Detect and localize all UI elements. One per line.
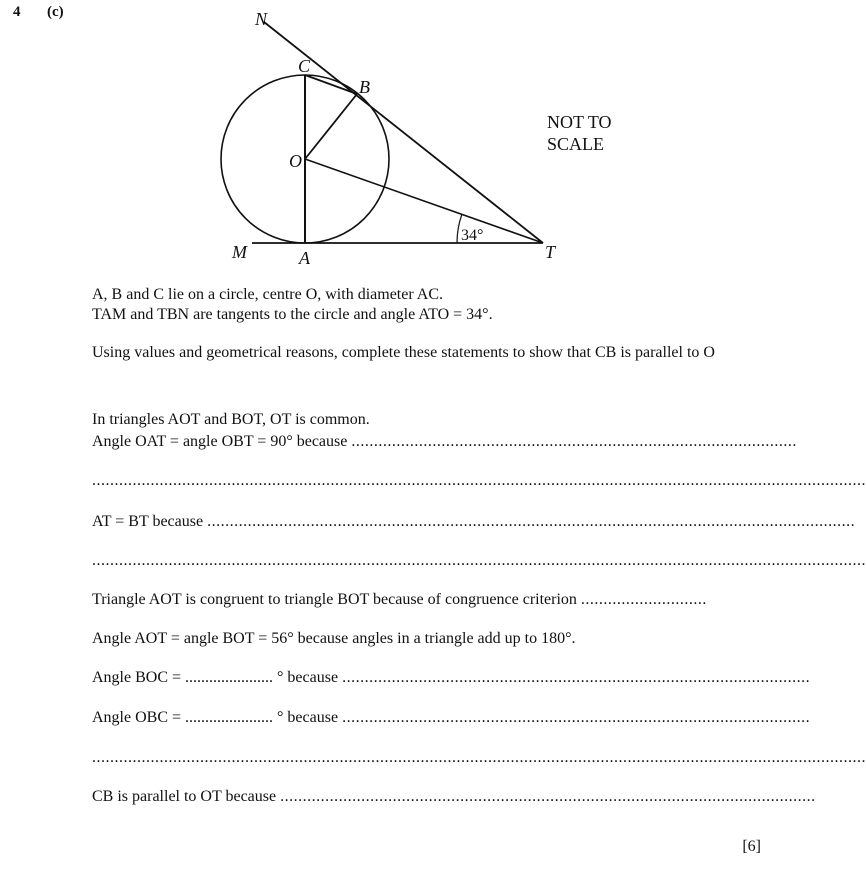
label-n: N xyxy=(255,9,268,29)
answer-line[interactable]: ........................................................................................................ xyxy=(342,669,811,686)
question-part: (c) xyxy=(47,4,64,20)
statement-row[interactable] xyxy=(92,708,811,728)
circle-tangent-diagram xyxy=(0,0,773,280)
statement-text[interactable]: Angle BOC = ...................... ° because xyxy=(92,669,339,686)
label-o: O xyxy=(289,151,302,171)
statement-row xyxy=(92,410,773,430)
intro-line-1: A, B and C lie on a circle, centre O, with diameter AC. xyxy=(92,286,444,303)
statement-text[interactable]: Angle OBC = ...................... ° because xyxy=(92,709,339,726)
statement-text: In triangles AOT and BOT, OT is common. xyxy=(92,411,370,428)
instruction: Using values and geometrical reasons, complete these statements to show that CB is parallel to O xyxy=(92,344,715,361)
statement-row[interactable] xyxy=(92,512,856,532)
label-b: B xyxy=(359,77,370,97)
segment-ot xyxy=(305,159,543,243)
label-c: C xyxy=(298,56,311,76)
statement-row xyxy=(92,629,773,649)
intro-line-2: TAM and TBN are tangents to the circle and angle ATO = 34°. xyxy=(92,306,493,323)
angle-label: 34° xyxy=(461,227,484,244)
answer-line[interactable]: ............................................................................................................................................................................ xyxy=(92,472,866,489)
statement-row[interactable] xyxy=(92,668,811,688)
not-to-scale-1: NOT TO xyxy=(547,112,612,132)
statement-row[interactable] xyxy=(92,787,816,807)
label-t: T xyxy=(545,242,556,262)
statement-text: Angle OAT = angle OBT = 90° because xyxy=(92,433,348,450)
answer-line[interactable]: ............................ xyxy=(580,591,707,608)
statement-text: Triangle AOT is congruent to triangle BOT because of congruence criterion xyxy=(92,591,577,608)
statement-row[interactable] xyxy=(92,551,866,571)
label-m: M xyxy=(232,242,247,262)
marks-total: [6] xyxy=(742,838,761,855)
statement-text: Angle AOT = angle BOT = 56° because angles in a triangle add up to 180°. xyxy=(92,630,576,647)
not-to-scale-2: SCALE xyxy=(547,134,605,154)
answer-line[interactable]: ....................................................................................................................... xyxy=(280,788,816,805)
segment-ob xyxy=(305,94,357,159)
answer-line[interactable]: ................................................................................................... xyxy=(351,433,797,450)
statement-text: AT = BT because xyxy=(92,513,204,530)
answer-line[interactable]: ........................................................................................................ xyxy=(342,709,811,726)
statement-row[interactable] xyxy=(92,471,866,491)
question-number: 4 xyxy=(13,4,21,20)
answer-line[interactable]: ................................................................................................................................................ xyxy=(207,513,856,530)
answer-line[interactable]: ............................................................................................................................................................................ xyxy=(92,552,866,569)
statement-row[interactable] xyxy=(92,748,866,768)
label-a: A xyxy=(299,248,310,268)
answer-line[interactable]: ............................................................................................................................................................................ xyxy=(92,749,866,766)
statement-row[interactable] xyxy=(92,590,773,610)
statement-row[interactable] xyxy=(92,432,797,452)
segment-cb xyxy=(305,75,357,94)
statement-text: CB is parallel to OT because xyxy=(92,788,277,805)
